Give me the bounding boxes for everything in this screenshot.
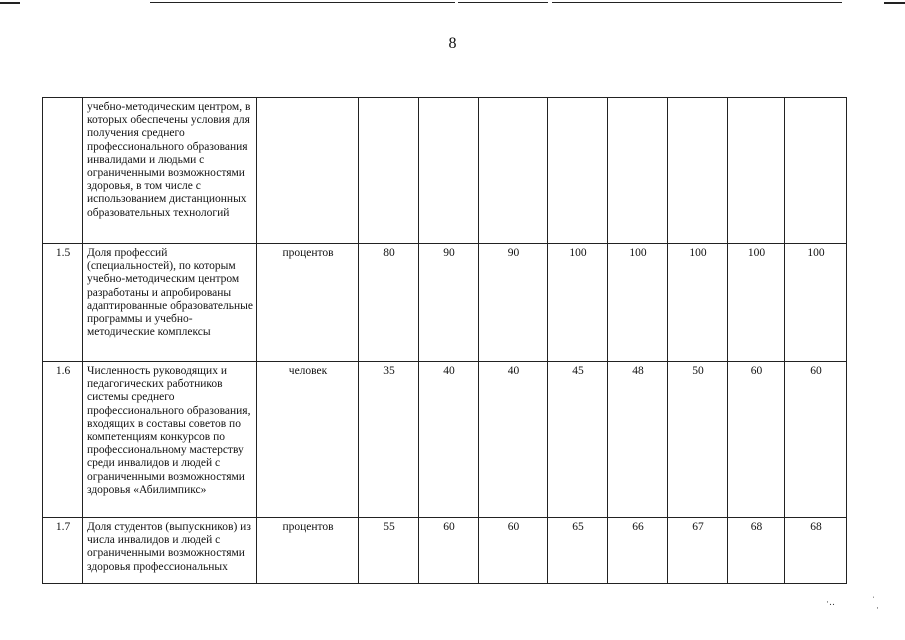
value-cell	[479, 98, 548, 244]
value-cell: 100	[608, 244, 668, 362]
row-number: 1.5	[43, 244, 83, 362]
value-cell: 45	[548, 362, 608, 518]
indicator-name: Доля студентов (выпускников) из числа инвалидов и людей с ограниченными возможностями здоровья профессиональных	[83, 518, 257, 584]
value-cell: 66	[608, 518, 668, 584]
value-cell: 65	[548, 518, 608, 584]
unit-cell: человек	[257, 362, 359, 518]
value-cell: 50	[668, 362, 728, 518]
scan-artifact-line	[552, 2, 842, 3]
value-cell: 100	[785, 244, 847, 362]
value-cell: 35	[359, 362, 419, 518]
value-cell	[785, 98, 847, 244]
value-cell: 100	[668, 244, 728, 362]
value-cell: 48	[608, 362, 668, 518]
value-cell: 60	[728, 362, 785, 518]
unit-cell: процентов	[257, 244, 359, 362]
scan-artifact-line	[458, 2, 548, 3]
value-cell: 60	[785, 362, 847, 518]
value-cell	[728, 98, 785, 244]
scan-speck: ˈ	[872, 595, 875, 605]
indicator-name: учебно-методическим центром, в которых обеспечены условия для получения среднего профессионального образования инвалидами и людьми с ограниченными возможностями здоровья, в том числе с использованием дистанционных образовательных технологий	[83, 98, 257, 244]
value-cell: 60	[479, 518, 548, 584]
value-cell: 68	[728, 518, 785, 584]
page-number: 8	[448, 35, 457, 52]
scan-speck: ·‥	[826, 597, 835, 607]
indicator-name: Численность руководящих и педагогических работников системы среднего профессионального образования, входящих в составы советов по компетенциям конкурсов по профессиональному мастерству среди инвалидов и людей с ограниченными возможностями здоровья «Абилимпикс»	[83, 362, 257, 518]
table-row	[43, 362, 847, 518]
value-cell: 67	[668, 518, 728, 584]
value-cell	[359, 98, 419, 244]
value-cell: 68	[785, 518, 847, 584]
row-number	[43, 98, 83, 244]
scan-artifact-line	[884, 2, 905, 4]
row-number: 1.7	[43, 518, 83, 584]
value-cell	[608, 98, 668, 244]
value-cell: 90	[479, 244, 548, 362]
value-cell: 40	[479, 362, 548, 518]
value-cell: 60	[419, 518, 479, 584]
value-cell	[548, 98, 608, 244]
unit-cell	[257, 98, 359, 244]
value-cell: 80	[359, 244, 419, 362]
value-cell	[419, 98, 479, 244]
value-cell: 100	[548, 244, 608, 362]
indicators-table	[42, 97, 847, 584]
value-cell: 100	[728, 244, 785, 362]
unit-cell: процентов	[257, 518, 359, 584]
scan-artifact-line	[150, 2, 455, 3]
value-cell: 40	[419, 362, 479, 518]
value-cell: 90	[419, 244, 479, 362]
table-row	[43, 244, 847, 362]
value-cell	[668, 98, 728, 244]
row-number: 1.6	[43, 362, 83, 518]
table-row	[43, 518, 847, 584]
scan-speck: ·	[876, 603, 879, 613]
scan-artifact-line	[0, 2, 20, 4]
table-row	[43, 98, 847, 244]
value-cell: 55	[359, 518, 419, 584]
indicator-name: Доля профессий (специальностей), по которым учебно-методическим центром разработаны и апробированы адаптированные образовательные программы и учебно-методические комплексы	[83, 244, 257, 362]
